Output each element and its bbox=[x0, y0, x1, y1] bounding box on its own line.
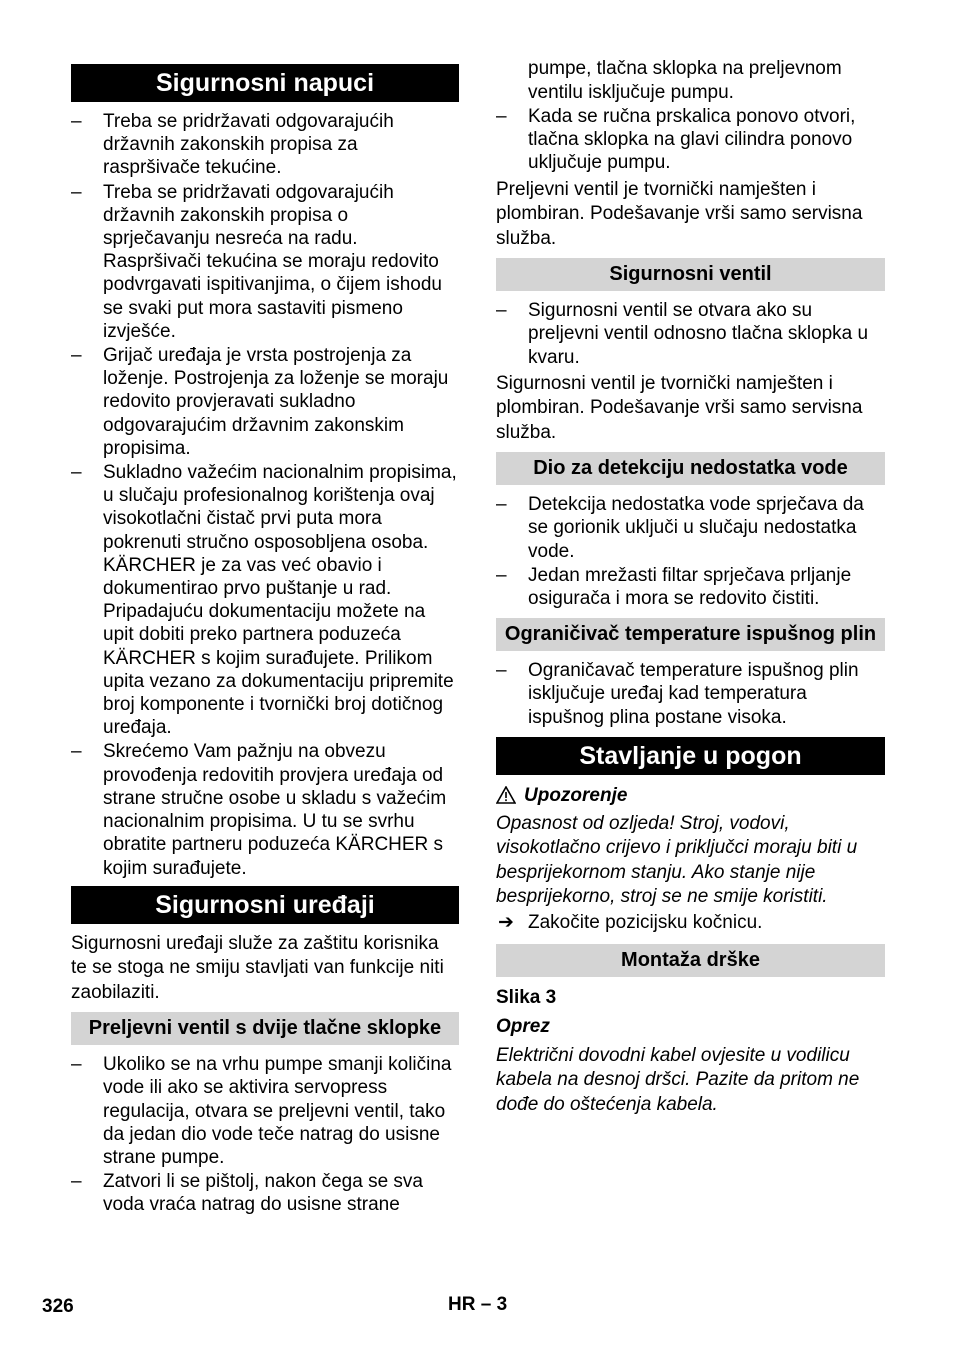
dash-icon: – bbox=[496, 494, 507, 516]
heading-sigurnosni-ventil: Sigurnosni ventil bbox=[496, 258, 885, 291]
sig-ventil-note: Sigurnosni ventil je tvornički namješten i plombiran. Podešavanje vrši samo servisna služba. bbox=[496, 372, 863, 443]
preljevni-note: Preljevni ventil je tvornički namješten i plombiran. Podešavanje vrši samo servisna služba. bbox=[496, 178, 863, 249]
preljevni-list bbox=[71, 1053, 459, 1216]
dash-icon: – bbox=[71, 741, 82, 763]
heading-stavljanje-u-pogon: Stavljanje u pogon bbox=[496, 737, 885, 775]
list-item: – Sukladno važećim nacionalnim propisima, u slučaju profesionalnog korištenja ovaj visokotlačni čistač prvi puta mora pokrenuti stručno osposobljena osoba. KÄRCHER je za vas već obavio i dokumentirao prvo puštanje u rad. Pripadajuću dokumentaciju možete na upit dobiti preko partnera poduzeća KÄRCHER s kojim surađujete. Prilikom upita vezano za dokumentaciju pripremite broj komponente i tvornički broj dotičnog uređaja. bbox=[71, 462, 457, 739]
list-item: – Grijač uređaja je vrsta postrojenja za loženje. Postrojenja za loženje se moraju redovito provjeravati sukladno odgovarajućim državnim zakonskim propisima. bbox=[71, 345, 449, 459]
step-instruction: ➔ Zakočite pozicijsku kočnicu. bbox=[498, 911, 763, 933]
dash-icon: – bbox=[496, 660, 507, 682]
list-item: – Sigurnosni ventil se otvara ako su preljevni ventil odnosno tlačna sklopka u kvaru. bbox=[496, 300, 869, 368]
sig-ventil-list bbox=[496, 299, 885, 369]
heading-sigurnosni-uredaji: Sigurnosni uređaji bbox=[71, 886, 459, 924]
list-item: – Ukoliko se na vrhu pumpe smanji količina vode ili ako se aktivira servopress regulacija, otvara se preljevni ventil, tako da jedan dio vode teče natrag do usisne strane pumpe. bbox=[71, 1054, 452, 1169]
right-column bbox=[496, 57, 885, 1117]
list-item: – Kada se ručna prskalica ponovo otvori, tlačna sklopka na glavi cilindra ponovo uključuje pumpu. bbox=[496, 106, 856, 174]
continued-list bbox=[496, 105, 885, 175]
dio-list bbox=[496, 493, 885, 610]
list-item: – Zatvori li se pištolj, nakon čega se sva voda vraća natrag do usisne strane bbox=[71, 1171, 423, 1216]
figure-reference: Slika 3 bbox=[496, 986, 557, 1008]
warning-heading: Upozorenje bbox=[496, 784, 885, 808]
list-item: – Detekcija nedostatka vode sprječava da se gorionik uključi u slučaju nedostatka vode. bbox=[496, 494, 864, 562]
list-item: – Jedan mrežasti filtar sprječava prljanje osigurača i mora se redovito čistiti. bbox=[496, 564, 852, 610]
ogranicivac-list bbox=[496, 659, 885, 729]
language-page-label: HR – 3 bbox=[448, 1294, 508, 1315]
list-item: – Treba se pridržavati odgovarajućih državnih zakonskih propisa za raspršivače tekućine. bbox=[71, 111, 394, 179]
left-column bbox=[71, 64, 459, 1218]
warning-triangle-icon bbox=[496, 786, 516, 804]
dash-icon: – bbox=[496, 300, 507, 322]
dash-icon: – bbox=[71, 462, 82, 484]
dash-icon: – bbox=[71, 1054, 82, 1076]
napuci-list bbox=[71, 110, 459, 880]
caution-text: Električni dovodni kabel ovjesite u vodilicu kabela na desnoj dršci. Pazite da pritom ne dođe do oštećenja kabela. bbox=[496, 1044, 860, 1115]
page-number: 326 bbox=[42, 1296, 74, 1317]
dash-icon: – bbox=[496, 106, 507, 127]
heading-dio-za-detekciju: Dio za detekciju nedostatka vode bbox=[496, 452, 885, 485]
heading-sigurnosni-napuci: Sigurnosni napuci bbox=[71, 64, 459, 102]
dash-icon: – bbox=[71, 1171, 82, 1193]
dash-icon: – bbox=[496, 564, 507, 586]
heading-montaza-drske: Montaža drške bbox=[496, 944, 885, 977]
list-item: – Skrećemo Vam pažnju na obvezu provođenja redovitih provjera uređaja od strane stručne osobe u skladu s važećim nacionalnim propisima. U tu se svrhu obratite partneru poduzeća KÄRCHER s kojim surađujete. bbox=[71, 741, 447, 879]
arrow-icon: ➔ bbox=[498, 911, 514, 933]
heading-ogranicivac: Ograničivač temperature ispušnog plin bbox=[496, 618, 885, 651]
list-item: – Treba se pridržavati odgovarajućih državnih zakonskih propisa o sprječavanju nesreća na radu. Raspršivači tekućina se moraju redovito podvrgavati ispitivanjima, o čijem ishodu se svaki put mora sastaviti pismeno izvješće. bbox=[71, 181, 442, 342]
heading-preljevni-ventil: Preljevni ventil s dvije tlačne sklopke bbox=[71, 1012, 459, 1045]
list-item: – Ograničavač temperature ispušnog plin isključuje uređaj kad temperatura ispušnog plina postane visoka. bbox=[496, 660, 859, 728]
dash-icon: – bbox=[71, 345, 82, 367]
uredaji-text: Sigurnosni uređaji služe za zaštitu korisnika te se stoga ne smiju stavljati van funkcije niti zaobilaziti. bbox=[71, 932, 444, 1003]
continued-text: pumpe, tlačna sklopka na preljevnom ventilu isključuje pumpu. bbox=[528, 58, 842, 103]
warning-text: Opasnost od ozljeda! Stroj, vodovi, visokotlačno crijevo i priključci moraju biti u besprijekornom stanju. Ako stanje nije besprijekorno, stroj se ne smije koristiti. bbox=[496, 812, 858, 908]
caution-label: Oprez bbox=[496, 1016, 550, 1038]
dash-icon: – bbox=[71, 181, 82, 203]
dash-icon: – bbox=[71, 111, 82, 132]
